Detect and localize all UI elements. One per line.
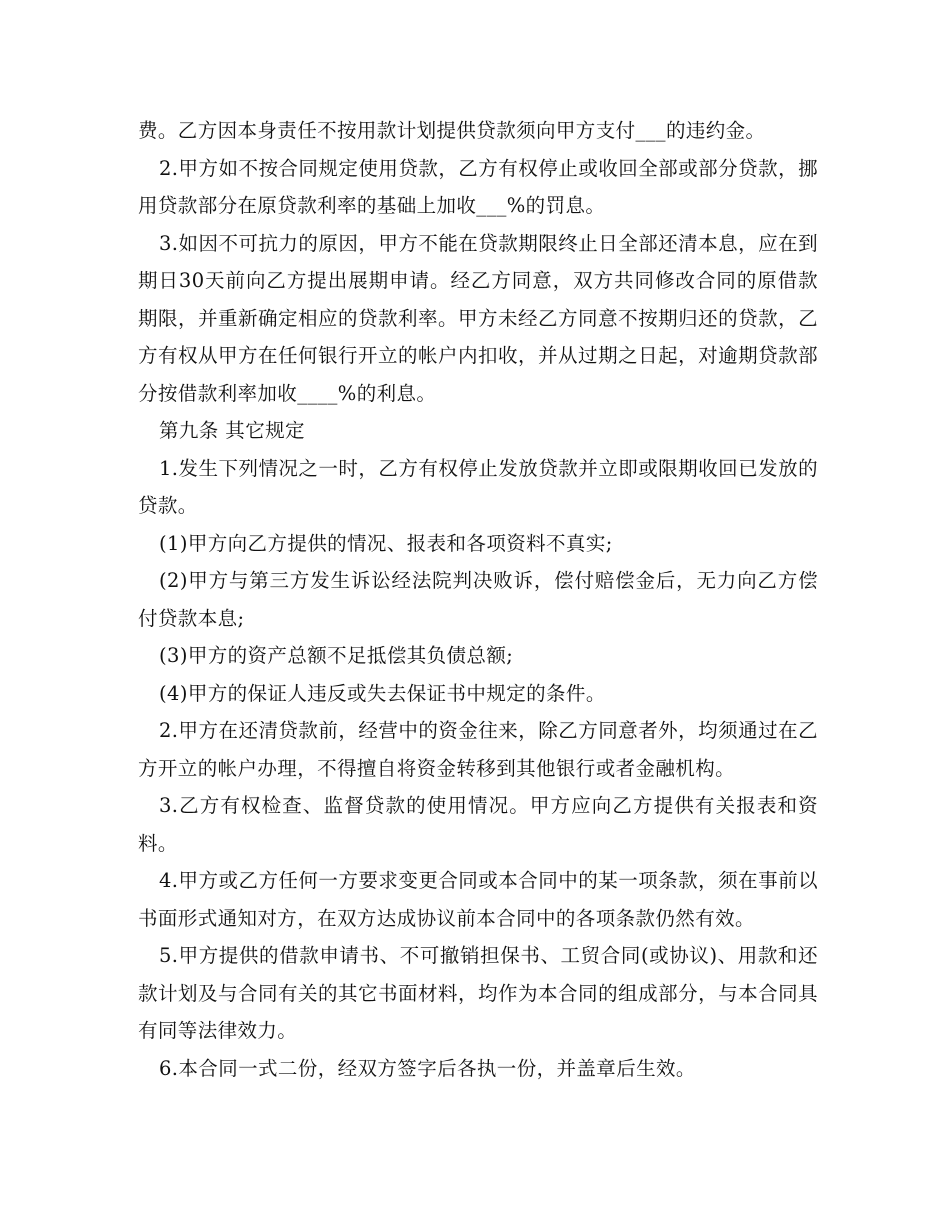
paragraph-clause-3-force-majeure: 3.如因不可抗力的原因，甲方不能在贷款期限终止日全部还清本息，应在到期日30天前向乙方提出展期申请。经乙方同意，双方共同修改合同的原借款期限，并重新确定相应的贷款利率。甲方未经乙方同意不按期归还的贷款，乙方有权从甲方在任何银行开立的帐户内扣收，并从过期之日起，对逾期贷款部分按借款利率加收____%的利息。 [138,231,818,405]
section-heading-article-9: 第九条 其它规定 [159,419,305,442]
paragraph-article-9-item-1: 1.发生下列情况之一时，乙方有权停止发放贷款并立即或限期收回已发放的贷款。 [138,456,818,517]
paragraph-clause-2-misuse: 2.甲方如不按合同规定使用贷款，乙方有权停止或收回全部或部分贷款，挪用贷款部分在原贷款利率的基础上加收___%的罚息。 [138,156,818,217]
document-body [138,112,818,1087]
paragraph-article-9-item-2: 2.甲方在还清贷款前，经营中的资金往来，除乙方同意者外，均须通过在乙方开立的帐户办理，不得擅自将资金转移到其他银行或者金融机构。 [138,719,818,780]
paragraph-subitem-3: (3)甲方的资产总额不足抵偿其负债总额; [159,644,514,667]
paragraph-article-9-item-3: 3.乙方有权检查、监督贷款的使用情况。甲方应向乙方提供有关报表和资料。 [138,794,818,855]
paragraph-article-9-item-5: 5.甲方提供的借款申请书、不可撤销担保书、工贸合同(或协议)、用款和还款计划及与合同有关的其它书面材料，均作为本合同的组成部分，与本合同具有同等法律效力。 [138,944,818,1042]
paragraph-article-9-item-6: 6.本合同一式二份，经双方签字后各执一份，并盖章后生效。 [159,1056,696,1080]
paragraph-subitem-2: (2)甲方与第三方发生诉讼经法院判决败诉，偿付赔偿金后，无力向乙方偿付贷款本息; [138,569,818,630]
paragraph-article-9-item-4: 4.甲方或乙方任何一方要求变更合同或本合同中的某一项条款，须在事前以书面形式通知对方，在双方达成协议前本合同中的各项条款仍然有效。 [138,869,818,930]
paragraph-subitem-4: (4)甲方的保证人违反或失去保证书中规定的条件。 [159,681,606,705]
paragraph-subitem-1: (1)甲方向乙方提供的情况、报表和各项资料不真实; [159,531,613,555]
paragraph-continuation: 费。乙方因本身责任不按用款计划提供贷款须向甲方支付___的违约金。 [138,119,766,142]
